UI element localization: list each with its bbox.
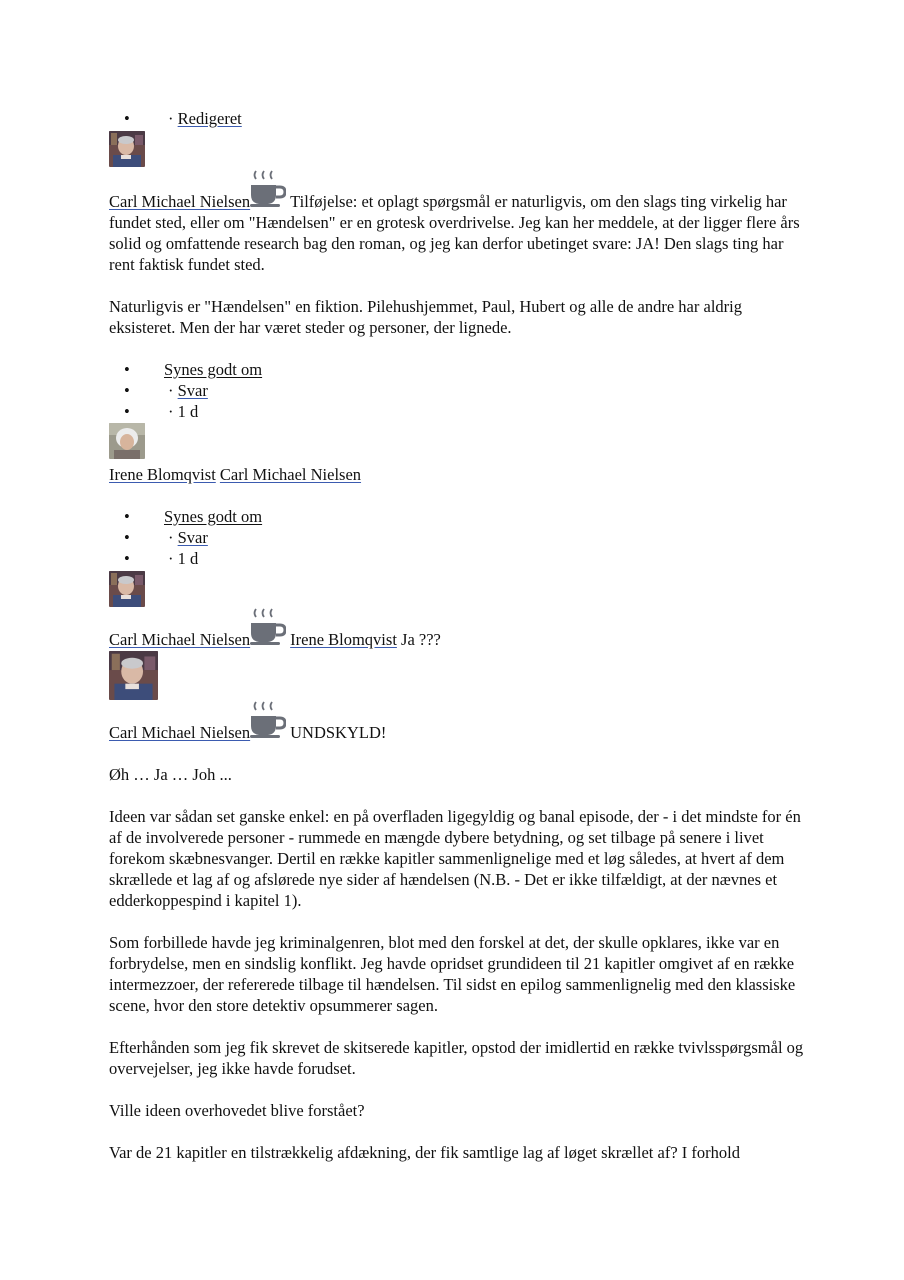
meta-list-comment-1 [109,359,809,422]
meta-list-top [109,108,809,129]
comment-text: Tilføjelse: et oplagt spørgsmål er naturligvis, om den slags ting virkelig har fundet sted, eller om "Hændelsen" er en grotesk overdrivelse. Jeg kan her meddele, at der ligger flere års solid og omfattende research bag den roman, og jeg kan derfor ubetinget svare: JA! Den slags ting har rent faktisk fundet sted. [109,192,800,274]
meta-item-like [109,359,809,380]
mention-link-carl-michael-nielsen[interactable]: Carl Michael Nielsen [219,465,362,484]
meta-list-comment-2 [109,506,809,569]
comment-4-p1: Øh … Ja … Joh ... [109,765,232,784]
comment-4-p2: Ideen var sådan set ganske enkel: en på overfladen ligegyldig og banal episode, der - i det mindste for én af de involverede personer - rummede en mængde dybere betydning, og set tilbage på senere i livet forekom skæbnesvanger. Dertil en række kapitler sammenlignelige med et løg således, at hvert af dem skrællede et lag af og afslørede nye sider af hændelsen (N.B. - Det er ikke tilfældigt, at der nævnes et edderkoppespind i kapitel 1). [109,807,801,910]
coffee-cup-icon [250,700,286,740]
meta-item-reply [109,380,809,401]
comment-1-body-1 [109,169,809,275]
comment-3-body [109,607,809,650]
comment-2-body [109,464,809,485]
timestamp: 1 d [177,549,199,568]
author-link-carl-michael-nielsen[interactable]: Carl Michael Nielsen [109,630,251,649]
meta-item-reply [109,527,809,548]
bullet: • [124,402,130,421]
reply-link[interactable]: Svar [177,528,208,547]
comment-text: UNDSKYLD! [290,723,387,742]
comment-4-p4: Efterhånden som jeg fik skrevet de skitserede kapitler, opstod der imidlertid en række tvivlsspørgsmål og overvejelser, jeg ikke havde forudset. [109,1038,804,1078]
coffee-cup-icon [250,169,286,209]
like-link[interactable]: Synes godt om [164,507,263,526]
meta-item-edited [109,108,809,129]
separator-dot: · [168,549,174,568]
meta-item-time [109,548,809,569]
avatar-irene-blomqvist[interactable] [109,423,145,459]
coffee-cup-icon [250,607,286,647]
bullet: • [124,109,130,128]
like-link[interactable]: Synes godt om [164,360,263,379]
reply-link[interactable]: Svar [177,381,208,400]
avatar-carl-michael-nielsen[interactable] [109,571,145,607]
author-link-irene-blomqvist[interactable]: Irene Blomqvist [109,465,216,484]
comment-4-p6: Var de 21 kapitler en tilstrækkelig afdækning, der fik samtlige lag af løget skrællet af? I forhold [109,1143,740,1162]
comment-4-header [109,700,809,743]
comment-4-p3: Som forbillede havde jeg kriminalgenren, blot med den forskel at det, der skulle opklares, ikke var en forbrydelse, men en sindslig konflikt. Jeg havde opridset grundideen til 21 kapitler omgivet af en række intermezzoer, der refererede tilbage til hændelsen. Til sidst en epilog sammenlignelig med den klassiske scene, hvor den store detektiv opsummerer sagen. [109,933,796,1015]
bullet: • [124,549,130,568]
comment-1-body-2: Naturligvis er "Hændelsen" en fiktion. Pilehushjemmet, Paul, Hubert og alle de andre har aldrig eksisteret. Men der har været steder og personer, der lignede. [109,297,742,337]
meta-item-time [109,401,809,422]
mention-link-irene-blomqvist[interactable]: Irene Blomqvist [290,630,397,649]
comment-4-p5: Ville ideen overhovedet blive forstået? [109,1101,365,1120]
separator-dot: · [168,109,174,128]
bullet: • [124,507,130,526]
bullet: • [124,360,130,379]
author-link-carl-michael-nielsen[interactable]: Carl Michael Nielsen [109,192,251,211]
separator-dot: · [168,528,174,547]
comment-text: Ja ??? [401,630,441,649]
comment-thread [109,108,809,1163]
separator-dot: · [168,381,174,400]
timestamp: 1 d [177,402,199,421]
edited-link[interactable]: Redigeret [177,109,242,128]
bullet: • [124,528,130,547]
author-link-carl-michael-nielsen[interactable]: Carl Michael Nielsen [109,723,251,742]
avatar-carl-michael-nielsen[interactable] [109,131,145,167]
bullet: • [124,381,130,400]
avatar-carl-michael-nielsen-large[interactable] [109,651,158,700]
separator-dot: · [168,402,174,421]
meta-item-like [109,506,809,527]
